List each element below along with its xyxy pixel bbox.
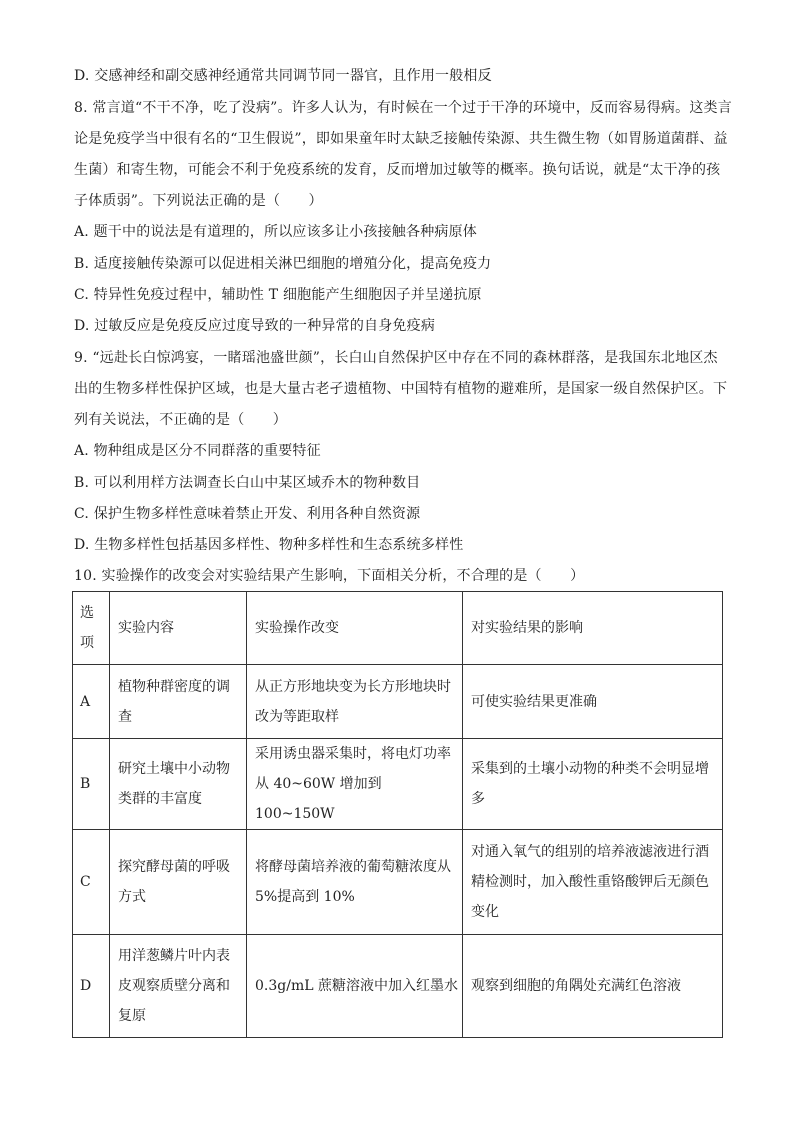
cell-line: 多 (471, 791, 485, 807)
row-option: B (73, 739, 110, 830)
q9-stem-line-1: 9. “远赴长白惊鸿宴，一睹瑶池盛世颜”，长白山自然保护区中存在不同的森林群落，是我国东北地区杰 (74, 350, 718, 366)
cell-line: 观察到细胞的角隅处充满红色溶液 (471, 978, 681, 994)
q9-stem-line-2: 出的生物多样性保护区域，也是大量古老孑遗植物、中国特有植物的避难所，是国家一级自然保护区。下 (74, 381, 728, 397)
cell-line: 精检测时，加入酸性重铬酸钾后无颜色 (471, 874, 709, 890)
cell-line: 从 40~60W 增加到 100~150W (255, 776, 382, 822)
q8-stem-line-4: 子体质弱”。下列说法正确的是（ ） (74, 193, 323, 209)
cell-line: 从正方形地块变为长方形地块时 (255, 678, 451, 695)
header-option-line-1: 选 (80, 605, 94, 621)
cell-line: 改为等距取样 (255, 708, 339, 725)
table-header-row (73, 592, 723, 665)
cell-line: 方式 (118, 889, 146, 905)
cell-line: 皮观察质壁分离和 (118, 978, 230, 994)
q9-option-a: A. 物种组成是区分不同群落的重要特征 (74, 443, 321, 459)
cell-line: 类群的丰富度 (118, 791, 202, 807)
cell-line: 变化 (471, 904, 499, 920)
table-row (73, 935, 723, 1038)
table-row (73, 739, 723, 830)
header-option (73, 592, 110, 665)
cell-line: 将酵母菌培养液的葡萄糖浓度从 (255, 859, 451, 875)
row-change (247, 665, 463, 739)
table-row (73, 665, 723, 739)
row-option: D (73, 935, 110, 1038)
q8-option-c: C. 特异性免疫过程中，辅助性 T 细胞能产生细胞因子并呈递抗原 (74, 287, 482, 303)
row-content (110, 830, 247, 935)
cell-line: 采用诱虫器采集时，将电灯功率 (255, 746, 451, 762)
q8-stem-line-1: 8. 常言道“不干不净，吃了没病”。许多人认为，有时候在一个过于干净的环境中，反而容易得病。这类言 (74, 100, 732, 116)
row-option: C (73, 830, 110, 935)
row-content (110, 935, 247, 1038)
cell-line: 植物种群密度的调 (118, 678, 230, 695)
cell-line: 复原 (118, 1008, 146, 1024)
header-effect: 对实验结果的影响 (463, 592, 723, 665)
cell-line: 5%提高到 10% (255, 889, 355, 905)
header-option-line-2: 项 (80, 635, 94, 651)
cell-line: 对通入氧气的组别的培养液滤液进行酒 (471, 844, 709, 860)
cell-line: 可使实验结果更准确 (471, 693, 597, 710)
cell-line: 用洋葱鳞片叶内表 (118, 948, 230, 964)
q8-option-b: B. 适度接触传染源可以促进相关淋巴细胞的增殖分化，提高免疫力 (74, 256, 492, 272)
q8-option-d: D. 过敏反应是免疫反应过度导致的一种异常的自身免疫病 (74, 318, 436, 334)
row-effect (463, 830, 723, 935)
row-effect (463, 739, 723, 830)
q7-option-d: D. 交感神经和副交感神经通常共同调节同一器官，且作用一般相反 (74, 68, 492, 84)
cell-line: 采集到的土壤小动物的种类不会明显增 (471, 761, 709, 777)
row-option: A (73, 665, 110, 739)
q8-stem-line-3: 生菌）和寄生物，可能会不利于免疫系统的发育，反而增加过敏等的概率。换句话说，就是“太干净的孩 (74, 162, 721, 178)
cell-line: 探究酵母菌的呼吸 (118, 859, 230, 875)
header-change: 实验操作改变 (247, 592, 463, 665)
row-change (247, 830, 463, 935)
row-content (110, 739, 247, 830)
row-change (247, 739, 463, 830)
q9-option-d: D. 生物多样性包括基因多样性、物种多样性和生态系统多样性 (74, 537, 464, 553)
q9-option-b: B. 可以利用样方法调查长白山中某区域乔木的物种数目 (74, 475, 421, 491)
cell-line: 研究土壤中小动物 (118, 761, 230, 777)
row-effect (463, 665, 723, 739)
q8-stem-line-2: 论是免疫学当中很有名的“卫生假说”，即如果童年时太缺乏接触传染源、共生微生物（如胃肠道菌群、益 (74, 131, 728, 147)
row-content (110, 665, 247, 739)
q9-option-c: C. 保护生物多样性意味着禁止开发、利用各种自然资源 (74, 506, 421, 522)
q9-stem-line-3: 列有关说法，不正确的是（ ） (74, 412, 287, 428)
table-row (73, 830, 723, 935)
q10-table (72, 591, 723, 1038)
q10-stem: 10. 实验操作的改变会对实验结果产生影响，下面相关分析，不合理的是（ ） (74, 568, 585, 584)
row-change (247, 935, 463, 1038)
q8-option-a: A. 题干中的说法是有道理的，所以应该多让小孩接触各种病原体 (74, 224, 478, 240)
header-content: 实验内容 (110, 592, 247, 665)
row-effect (463, 935, 723, 1038)
cell-line: 查 (118, 708, 132, 725)
cell-line: 0.3g/mL 蔗糖溶液中加入红墨水 (255, 978, 458, 994)
